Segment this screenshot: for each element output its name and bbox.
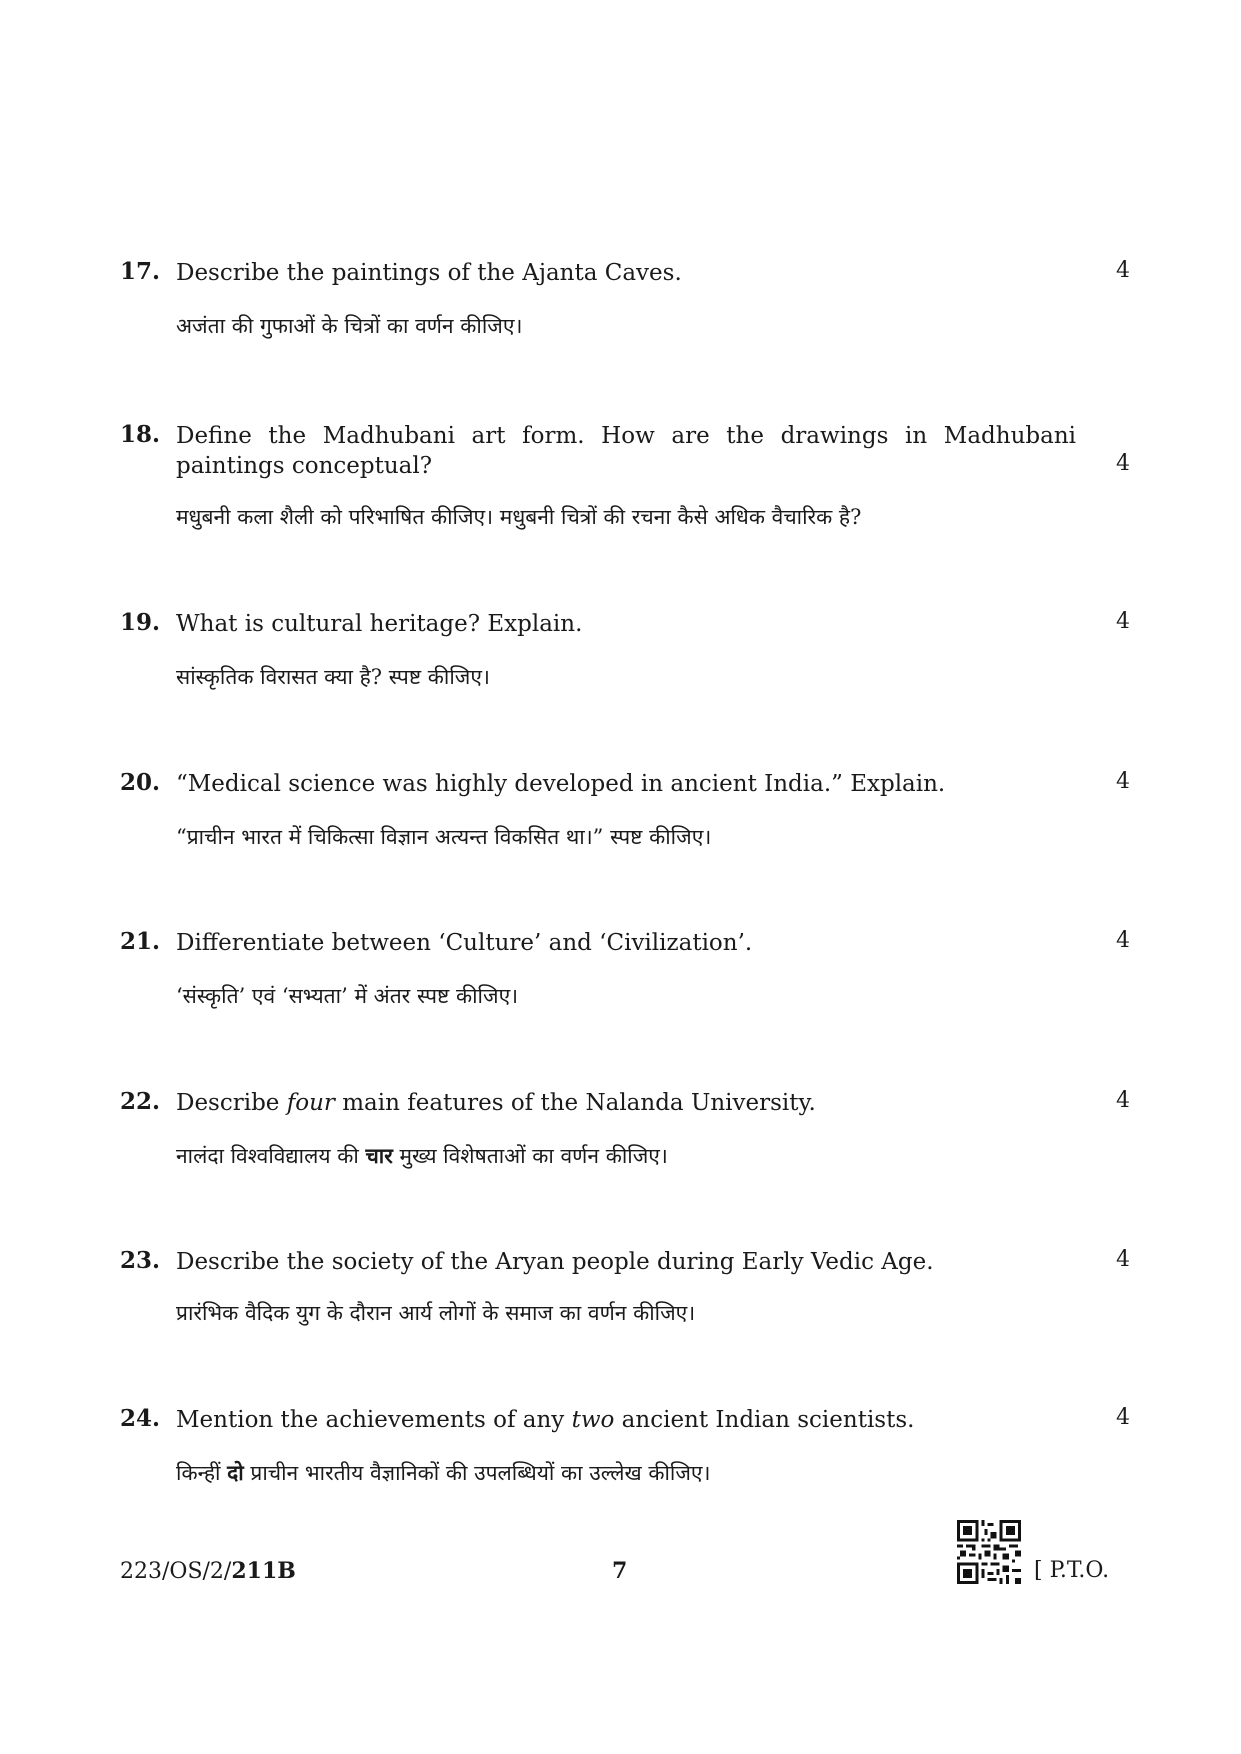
question-marks: 4 [1116,769,1130,794]
page-number: 7 [612,1558,628,1584]
question-number: 23. [120,1247,161,1274]
emphasis-word: चार [365,1143,393,1168]
text-segment: प्राचीन भारतीय वैज्ञानिकों की उपलब्धियों का उल्लेख कीजिए। [243,1461,711,1485]
question-text-english: Define the Madhubani art form. How are the drawings in Madhubani paintings conceptual? [176,423,1076,479]
question-text-english: Describe the paintings of the Ajanta Caves. [176,260,682,286]
question-marks: 4 [1116,258,1130,283]
paper-code-bold: 211B [231,1558,296,1584]
question-number: 24. [120,1405,161,1432]
question-marks: 4 [1116,609,1130,634]
question-text-english [176,1088,1076,1118]
question-marks: 4 [1116,1247,1130,1272]
question-number: 22. [120,1088,161,1115]
question-text-hindi: ‘संस्कृति’ एवं ‘सभ्यता’ में अंतर स्पष्ट कीजिए। [176,984,519,1008]
question-text-hindi: सांस्कृतिक विरासत क्या है? स्पष्ट कीजिए। [176,665,490,689]
emphasis-word: two [571,1407,615,1433]
question-text-hindi: “प्राचीन भारत में चिकित्सा विज्ञान अत्यन्त विकसित था।” स्पष्ट कीजिए। [176,825,712,849]
question-text-english [176,1405,1076,1435]
text-segment: किन्हीं [176,1461,228,1485]
question-text-hindi [176,1459,710,1487]
text-segment: main features of the Nalanda University. [334,1090,816,1116]
question-text-hindi: अजंता की गुफाओं के चित्रों का वर्णन कीजिए। [176,314,523,338]
question-text-hindi: प्रारंभिक वैदिक युग के दौरान आर्य लोगों के समाज का वर्णन कीजिए। [176,1301,696,1325]
question-marks: 4 [1116,928,1130,953]
question-number: 20. [120,769,161,796]
question-number: 21. [120,928,161,955]
question-text-english: Differentiate between ‘Culture’ and ‘Civilization’. [176,930,753,956]
please-turn-over: [ P.T.O. [1034,1558,1110,1583]
text-segment: नालंदा विश्वविद्यालय की [176,1144,366,1168]
paper-code-prefix: 223/OS/2/ [120,1559,232,1584]
question-marks: 4 [1116,1405,1130,1430]
question-number: 17. [120,258,161,285]
question-text-hindi [176,1142,668,1170]
question-text-hindi: मधुबनी कला शैली को परिभाषित कीजिए। मधुबनी चित्रों की रचना कैसे अधिक वैचारिक है? [176,505,862,529]
text-segment: ancient Indian scientists. [614,1407,915,1433]
question-marks: 4 [1116,1088,1130,1113]
question-number: 19. [120,609,161,636]
emphasis-word: दो [227,1460,244,1485]
emphasis-word: four [286,1090,335,1116]
paper-code [120,1558,296,1584]
question-marks: 4 [1116,451,1130,476]
question-text-english: Describe the society of the Aryan people during Early Vedic Age. [176,1249,934,1275]
text-segment: Mention the achievements of any [176,1407,572,1433]
question-text-english: “Medical science was highly developed in ancient India.” Explain. [176,771,946,797]
text-segment: मुख्य विशेषताओं का वर्णन कीजिए। [392,1144,668,1168]
text-segment: Describe [176,1090,287,1116]
qr-code-icon [957,1520,1021,1584]
question-text-english: What is cultural heritage? Explain. [176,611,583,637]
question-number: 18. [120,421,161,448]
